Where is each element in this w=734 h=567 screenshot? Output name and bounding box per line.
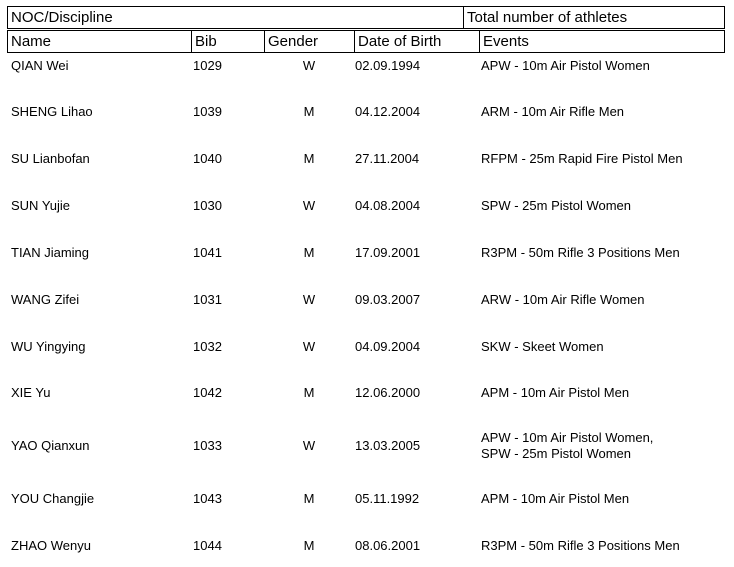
- athlete-name: TIAN Jiaming: [11, 245, 90, 260]
- athlete-name: XIE Yu: [11, 385, 51, 400]
- athlete-bib: 1044: [193, 538, 222, 553]
- column-header-name: Name: [11, 33, 52, 50]
- athlete-name: YOU Changjie: [11, 491, 95, 506]
- athlete-name: SU Lianbofan: [11, 151, 90, 166]
- athlete-bib: 1031: [193, 292, 222, 307]
- athlete-dob: 08.06.2001: [355, 538, 421, 553]
- athlete-event: APW - 10m Air Pistol Women,: [481, 430, 654, 445]
- athlete-bib: 1042: [193, 385, 222, 400]
- athlete-dob: 09.03.2007: [355, 292, 421, 307]
- athlete-gender: M: [303, 245, 315, 260]
- athlete-dob: 12.06.2000: [355, 385, 421, 400]
- noc-discipline-heading: NOC/Discipline: [11, 9, 113, 26]
- athlete-bib: 1030: [193, 198, 222, 213]
- athlete-bib: 1041: [193, 245, 222, 260]
- athlete-event: SPW - 25m Pistol Women: [481, 446, 632, 461]
- athlete-event: R3PM - 50m Rifle 3 Positions Men: [481, 245, 680, 260]
- column-header-bib: Bib: [191, 31, 264, 52]
- athlete-gender: W: [302, 198, 316, 213]
- athlete-name: YAO Qianxun: [11, 438, 90, 453]
- athlete-event: SKW - Skeet Women: [481, 339, 604, 354]
- athlete-dob: 02.09.1994: [355, 58, 421, 73]
- athlete-name: ZHAO Wenyu: [11, 538, 91, 553]
- athlete-gender: M: [303, 538, 315, 553]
- athlete-gender: M: [303, 385, 315, 400]
- athlete-event: APW - 10m Air Pistol Women: [481, 58, 650, 73]
- athlete-dob: 17.09.2001: [355, 245, 421, 260]
- athlete-dob: 04.08.2004: [355, 198, 421, 213]
- athlete-event: ARM - 10m Air Rifle Men: [481, 104, 625, 119]
- athlete-gender: W: [302, 438, 316, 453]
- athlete-name: SUN Yujie: [11, 198, 71, 213]
- athlete-bib: 1029: [193, 58, 222, 73]
- athlete-bib: 1043: [193, 491, 222, 506]
- athlete-gender: W: [302, 339, 316, 354]
- athlete-bib: 1032: [193, 339, 222, 354]
- athlete-name: SHENG Lihao: [11, 104, 93, 119]
- total-athletes-heading: Total number of athletes: [463, 7, 728, 28]
- athlete-event: APM - 10m Air Pistol Men: [481, 491, 630, 506]
- athlete-event: APM - 10m Air Pistol Men: [481, 385, 630, 400]
- athlete-name: WU Yingying: [11, 339, 86, 354]
- athlete-gender: M: [303, 151, 315, 166]
- athlete-event: RFPM - 25m Rapid Fire Pistol Men: [481, 151, 683, 166]
- athlete-gender: M: [303, 491, 315, 506]
- athlete-gender: W: [302, 58, 316, 73]
- athlete-event: R3PM - 50m Rifle 3 Positions Men: [481, 538, 680, 553]
- athlete-event: SPW - 25m Pistol Women: [481, 198, 632, 213]
- athlete-gender: W: [302, 292, 316, 307]
- athlete-name: QIAN Wei: [11, 58, 69, 73]
- athlete-bib: 1039: [193, 104, 222, 119]
- athlete-dob: 05.11.1992: [355, 491, 420, 506]
- column-header-events: Events: [479, 31, 724, 52]
- athlete-event: ARW - 10m Air Rifle Women: [481, 292, 645, 307]
- athlete-dob: 13.03.2005: [355, 438, 421, 453]
- athlete-dob: 04.09.2004: [355, 339, 421, 354]
- column-header-gender: Gender: [264, 31, 354, 52]
- athlete-dob: 04.12.2004: [355, 104, 421, 119]
- athlete-name: WANG Zifei: [11, 292, 80, 307]
- column-header-dob: Date of Birth: [354, 31, 479, 52]
- athlete-gender: M: [303, 104, 315, 119]
- athlete-bib: 1033: [193, 438, 222, 453]
- athlete-dob: 27.11.2004: [355, 151, 420, 166]
- athlete-bib: 1040: [193, 151, 222, 166]
